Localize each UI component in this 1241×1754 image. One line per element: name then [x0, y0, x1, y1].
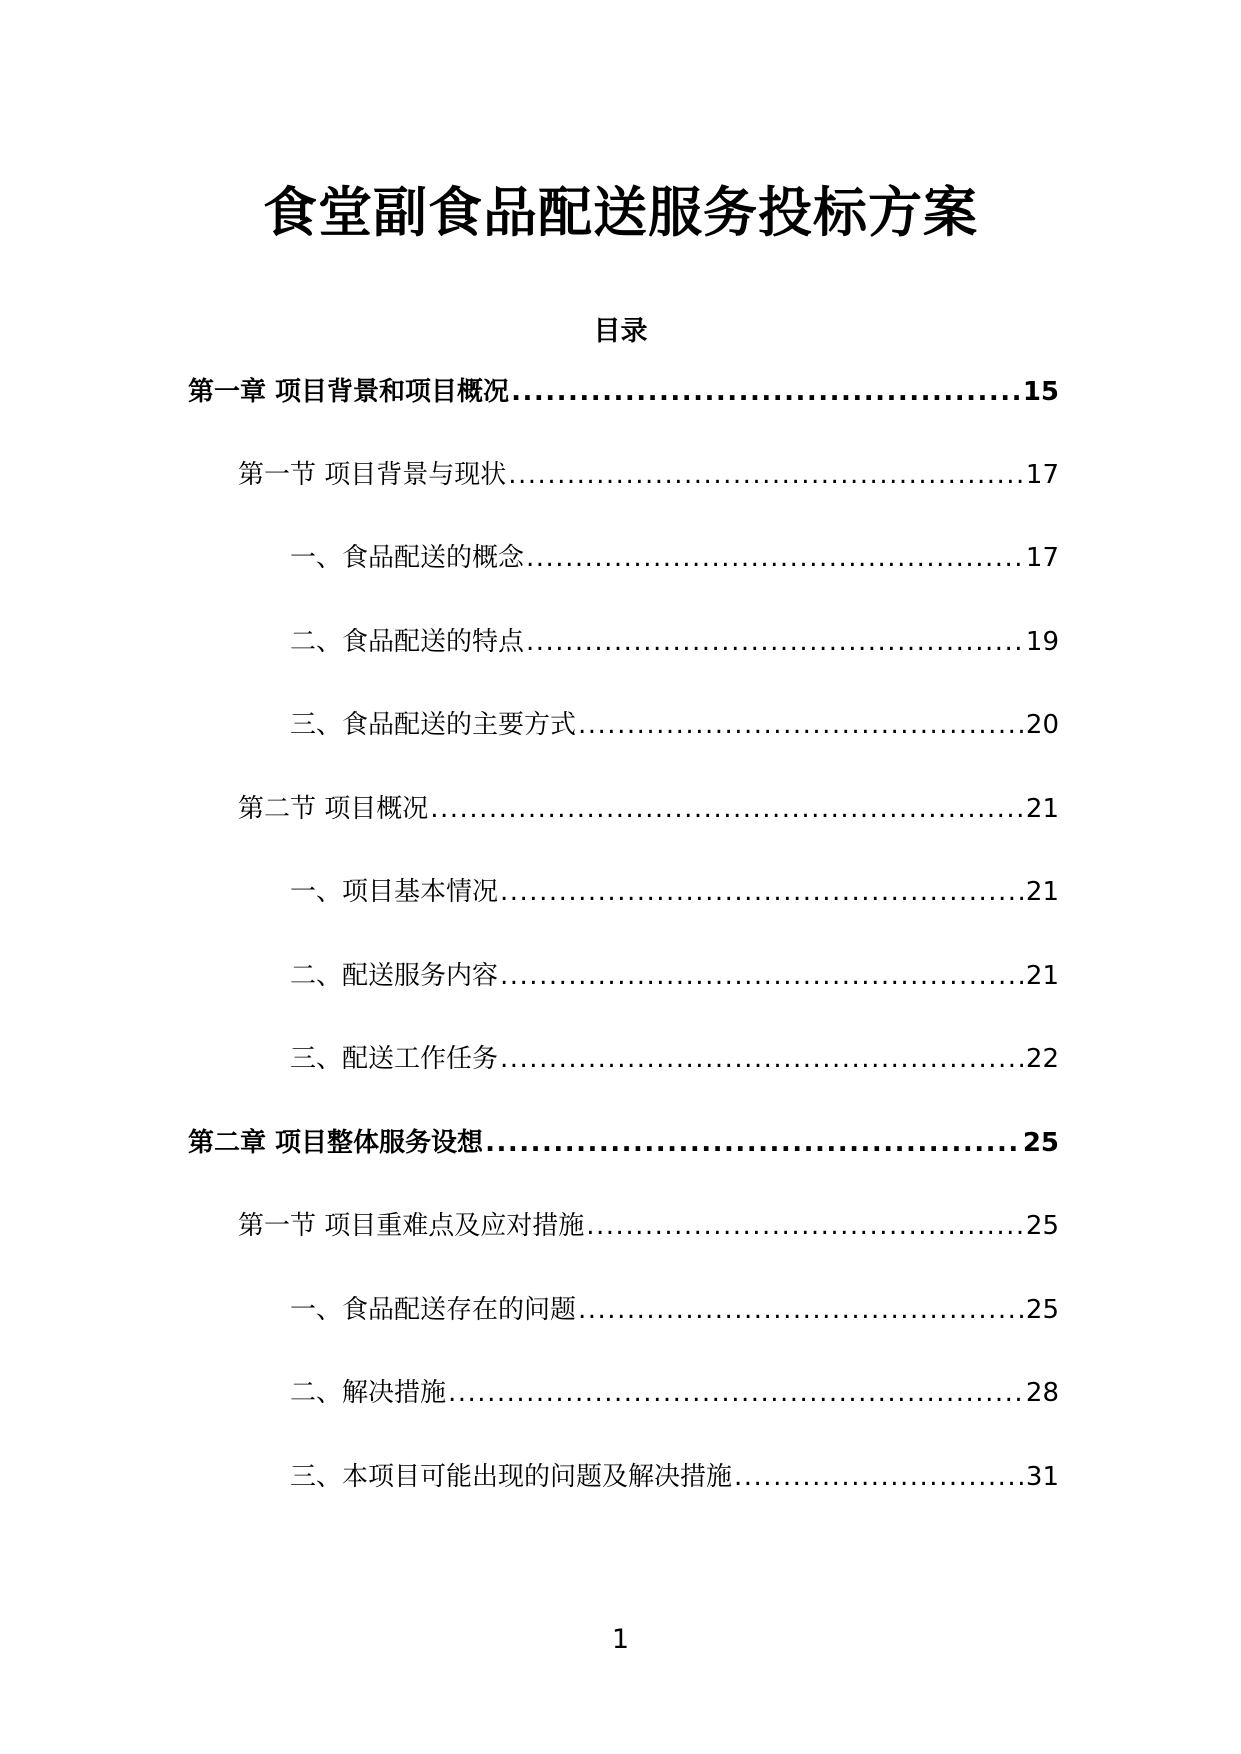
toc-dot-leader — [526, 622, 1024, 662]
toc-page-number: 17 — [1025, 543, 1059, 573]
toc-entry-text: 二、配送服务内容 — [290, 961, 499, 991]
toc-dot-leader — [578, 705, 1024, 745]
toc-page-number: 20 — [1025, 710, 1059, 740]
toc-entry-subsection[interactable] — [290, 701, 1059, 745]
toc-entry-subsection[interactable] — [290, 1035, 1059, 1079]
toc-dot-leader — [511, 372, 1021, 412]
toc-entry-text: 三、本项目可能出现的问题及解决措施 — [290, 1462, 733, 1492]
toc-page-number: 25 — [1025, 1211, 1059, 1241]
toc-page-number: 25 — [1022, 1128, 1059, 1158]
toc-entry-text: 第一章 项目背景和项目概况 — [188, 377, 510, 407]
toc-dot-leader — [586, 1206, 1024, 1246]
toc-page-number: 31 — [1025, 1462, 1059, 1492]
toc-page-number: 19 — [1025, 627, 1059, 657]
toc-entry-text: 第二节 项目概况 — [238, 794, 429, 824]
toc-entry-subsection[interactable] — [290, 868, 1059, 912]
toc-page-number: 17 — [1025, 460, 1059, 490]
toc-entry-subsection[interactable] — [290, 1286, 1059, 1330]
toc-dot-leader — [448, 1373, 1024, 1413]
toc-entry-text: 三、食品配送的主要方式 — [290, 710, 577, 740]
toc-entry-text: 第一节 项目背景与现状 — [238, 460, 507, 490]
toc-entry-section[interactable] — [238, 785, 1059, 829]
toc-entry-chapter[interactable] — [188, 368, 1059, 412]
toc-dot-leader — [430, 789, 1024, 829]
toc-dot-leader — [500, 872, 1024, 912]
toc-dot-leader — [526, 538, 1024, 578]
toc-entry-text: 一、食品配送存在的问题 — [290, 1295, 577, 1325]
toc-dot-leader — [500, 956, 1024, 996]
toc-dot-leader — [500, 1039, 1024, 1079]
toc-page-number: 21 — [1025, 877, 1059, 907]
toc-page-number: 25 — [1025, 1295, 1059, 1325]
document-title: 食堂副食品配送服务投标方案 — [263, 181, 978, 244]
toc-page-number: 21 — [1025, 961, 1059, 991]
toc-page-number: 15 — [1022, 377, 1059, 407]
page-number: 1 — [611, 1624, 630, 1655]
toc-page-number: 28 — [1025, 1378, 1059, 1408]
toc-dot-leader — [734, 1457, 1024, 1497]
toc-entry-subsection[interactable] — [290, 1453, 1059, 1497]
toc-entry-text: 二、解决措施 — [290, 1378, 447, 1408]
toc-entry-text: 一、食品配送的概念 — [290, 543, 525, 573]
toc-entry-subsection[interactable] — [290, 952, 1059, 996]
toc-entry-subsection[interactable] — [290, 618, 1059, 662]
toc-page-number: 22 — [1025, 1044, 1059, 1074]
toc-page-number: 21 — [1025, 794, 1059, 824]
toc-entry-subsection[interactable] — [290, 1369, 1059, 1413]
toc-entry-section[interactable] — [238, 451, 1059, 495]
toc-entry-section[interactable] — [238, 1202, 1059, 1246]
toc-entry-text: 第二章 项目整体服务设想 — [188, 1128, 484, 1158]
toc-dot-leader — [485, 1123, 1021, 1163]
toc-dot-leader — [508, 455, 1024, 495]
toc-entry-text: 三、配送工作任务 — [290, 1044, 499, 1074]
toc-dot-leader — [578, 1290, 1024, 1330]
toc-entry-subsection[interactable] — [290, 534, 1059, 578]
toc-heading: 目录 — [593, 316, 648, 347]
toc-entry-text: 一、项目基本情况 — [290, 877, 499, 907]
toc-entry-text: 第一节 项目重难点及应对措施 — [238, 1211, 585, 1241]
toc-entry-text: 二、食品配送的特点 — [290, 627, 525, 657]
toc-entry-chapter[interactable] — [188, 1119, 1059, 1163]
